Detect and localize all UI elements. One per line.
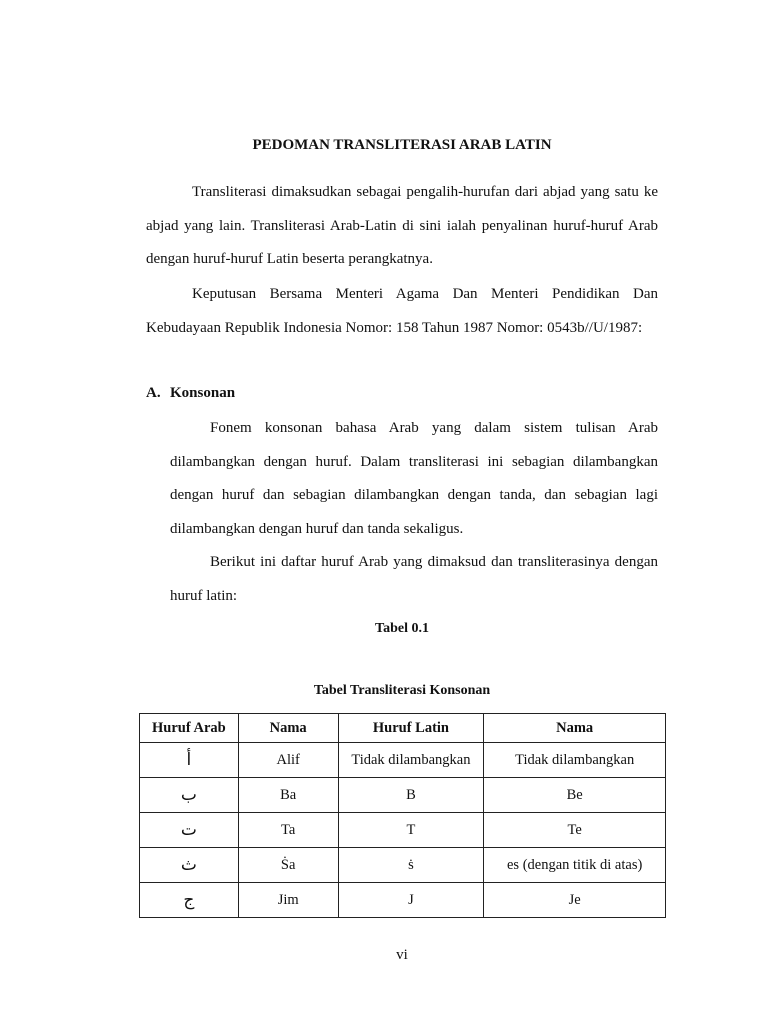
page-number: vi	[396, 947, 408, 963]
header-nama-latin: Nama	[484, 714, 666, 743]
cell-nama: Ṡa	[238, 848, 338, 883]
table-header-row	[140, 714, 666, 743]
intro-paragraph: Transliterasi dimaksudkan sebagai pengalih-hurufan dari abjad yang satu ke abjad yang lain. Transliterasi Arab-Latin di sini ialah penyalinan huruf-huruf Arab dengan huruf-huruf Latin beserta perangkatnya.	[146, 184, 658, 267]
header-nama: Nama	[238, 714, 338, 743]
cell-nama: Ta	[238, 813, 338, 848]
cell-nama: Jim	[238, 883, 338, 918]
list-intro-paragraph: Berikut ini daftar huruf Arab yang dimaksud dan transliterasinya dengan huruf latin:	[170, 554, 658, 604]
section-title: Konsonan	[170, 385, 236, 401]
header-huruf-latin: Huruf Latin	[338, 714, 484, 743]
cell-arab: ج	[140, 883, 239, 918]
cell-latin: ṡ	[338, 848, 484, 883]
cell-latin-nama: Je	[484, 883, 666, 918]
cell-latin: T	[338, 813, 484, 848]
header-huruf-arab: Huruf Arab	[140, 714, 239, 743]
cell-arab: أ	[140, 743, 239, 778]
table-title-caption: Tabel Transliterasi Konsonan	[313, 683, 491, 698]
decree-paragraph: Keputusan Bersama Menteri Agama Dan Menteri Pendidikan Dan Kebudayaan Republik Indonesia Nomor: 158 Tahun 1987 Nomor: 0543b//U/1987:	[146, 286, 658, 336]
table-number-caption: Tabel 0.1	[375, 621, 429, 636]
cell-arab: ت	[140, 813, 239, 848]
table-row	[140, 848, 666, 883]
table-row	[140, 778, 666, 813]
section-heading	[146, 385, 235, 402]
cell-latin-nama: Tidak dilambangkan	[484, 743, 666, 778]
table-row	[140, 743, 666, 778]
cell-latin-nama: Be	[484, 778, 666, 813]
cell-arab: ث	[140, 848, 239, 883]
transliteration-table	[139, 713, 666, 918]
cell-latin: J	[338, 883, 484, 918]
page-title: PEDOMAN TRANSLITERASI ARAB LATIN	[252, 137, 552, 153]
cell-latin-nama: es (dengan titik di atas)	[484, 848, 666, 883]
section-letter: A.	[146, 385, 161, 401]
cell-latin: Tidak dilambangkan	[338, 743, 484, 778]
cell-latin-nama: Te	[484, 813, 666, 848]
cell-nama: Alif	[238, 743, 338, 778]
cell-latin: B	[338, 778, 484, 813]
table-row	[140, 883, 666, 918]
consonant-paragraph: Fonem konsonan bahasa Arab yang dalam sistem tulisan Arab dilambangkan dengan huruf. Dalam transliterasi ini sebagian dilambangkan dengan huruf dan sebagian dilambangkan dengan tanda, dan sebagian lagi dilambangkan dengan huruf dan tanda sekaligus.	[170, 420, 658, 537]
cell-arab: ب	[140, 778, 239, 813]
cell-nama: Ba	[238, 778, 338, 813]
table-row	[140, 813, 666, 848]
